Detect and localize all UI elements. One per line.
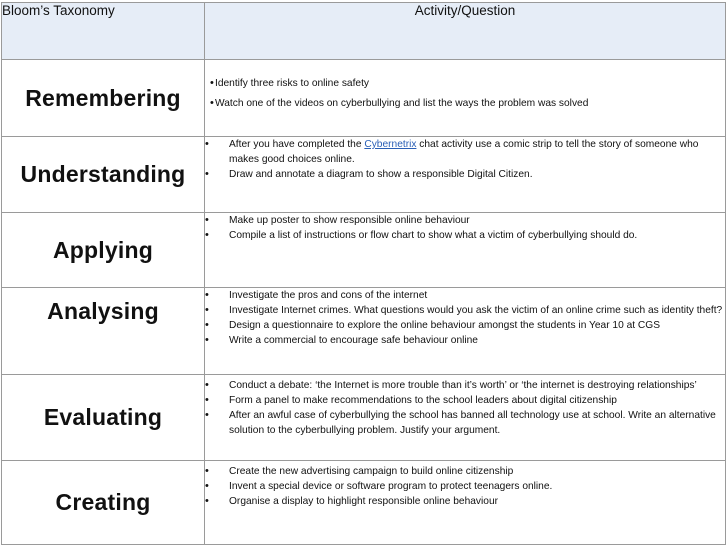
activity-item: • Compile a list of instructions or flow chart to show what a victim of cyberbullying should do.: [205, 228, 725, 243]
activity-item: • Write a commercial to encourage safe behaviour online: [205, 333, 725, 348]
activity-item: • Create the new advertising campaign to build online citizenship: [205, 464, 725, 479]
table-row-evaluating: [2, 375, 726, 461]
activity-item: • Investigate the pros and cons of the internet: [205, 288, 725, 303]
activity-item: • Identify three risks to online safety: [210, 76, 725, 91]
table-row-creating: [2, 461, 726, 545]
activity-item: • Invent a special device or software program to protect teenagers online.: [205, 479, 725, 494]
activity-item: • Conduct a debate: ‘the Internet is more trouble than it’s worth’ or ‘the internet is destroying relationships’: [205, 378, 725, 393]
level-applying: Applying: [2, 213, 205, 288]
activity-item: • Organise a display to highlight responsible online behaviour: [205, 494, 725, 509]
level-analysing: Analysing: [2, 288, 205, 375]
activities-creating: [205, 461, 726, 545]
activity-item: • Form a panel to make recommendations to the school leaders about digital citizenship: [205, 393, 725, 408]
level-remembering: Remembering: [2, 60, 205, 137]
level-understanding: Understanding: [2, 137, 205, 213]
activity-text: chat activity use a comic strip to tell the story of someone who makes good choices online.: [229, 139, 699, 165]
activity-text: After you have completed the: [229, 139, 365, 150]
header-activity-question: Activity/Question: [205, 3, 726, 60]
cybernetrix-link[interactable]: Cybernetrix: [364, 139, 417, 150]
activities-evaluating: [205, 375, 726, 461]
activity-item: • Draw and annotate a diagram to show a responsible Digital Citizen.: [205, 167, 725, 182]
header-row: [2, 3, 726, 60]
activities-applying: [205, 213, 726, 288]
activity-item: • Design a questionnaire to explore the online behaviour amongst the students in Year 10 at CGS: [205, 318, 725, 333]
level-creating: Creating: [2, 461, 205, 545]
activity-item: [205, 137, 725, 167]
bloom-taxonomy-table: [1, 2, 726, 545]
activities-understanding: [205, 137, 726, 213]
activity-item: • Make up poster to show responsible online behaviour: [205, 213, 725, 228]
activities-analysing: [205, 288, 726, 375]
table-row-remembering: [2, 60, 726, 137]
header-blooms-taxonomy: Bloom’s Taxonomy: [2, 3, 205, 60]
table-row-applying: [2, 213, 726, 288]
activity-item: • After an awful case of cyberbullying the school has banned all technology use at school. Write an alternative solution to the cyberbullying problem. Justify your argument.: [205, 408, 725, 438]
level-evaluating: Evaluating: [2, 375, 205, 461]
activity-item: • Watch one of the videos on cyberbullying and list the ways the problem was solved: [210, 96, 725, 111]
table-row-analysing: [2, 288, 726, 375]
activity-item: • Investigate Internet crimes. What questions would you ask the victim of an online crime such as identity theft?: [205, 303, 725, 318]
table-row-understanding: [2, 137, 726, 213]
activities-remembering: [205, 60, 726, 137]
